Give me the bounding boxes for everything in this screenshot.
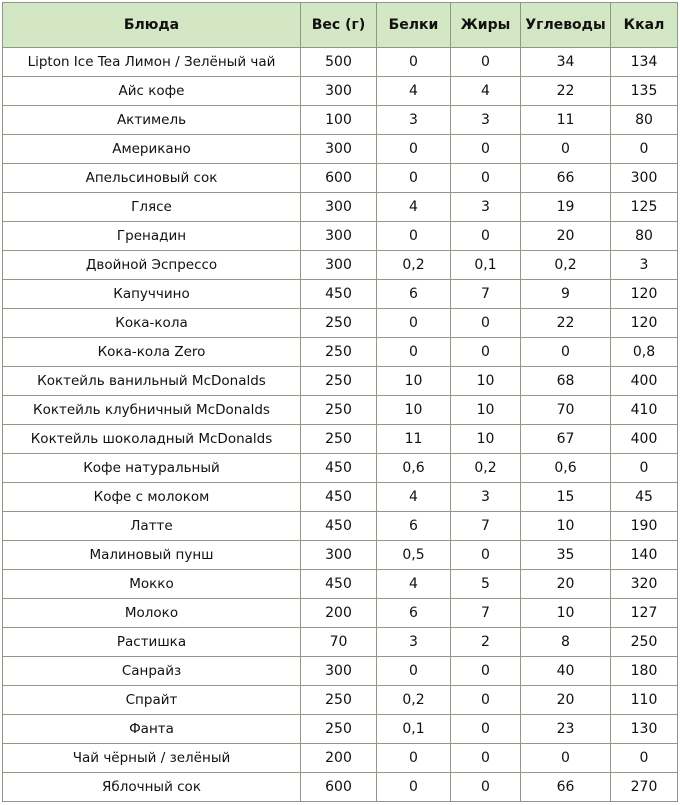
drinks-nutrition-table <box>2 2 678 802</box>
cell-fat: 0 <box>451 135 521 164</box>
cell-protein: 11 <box>377 425 451 454</box>
cell-protein: 0 <box>377 309 451 338</box>
cell-protein: 0 <box>377 164 451 193</box>
cell-kcal: 0 <box>611 454 678 483</box>
cell-fat: 0 <box>451 222 521 251</box>
cell-carbs: 22 <box>521 77 611 106</box>
cell-fat: 7 <box>451 280 521 309</box>
cell-weight: 300 <box>301 657 377 686</box>
cell-kcal: 0,8 <box>611 338 678 367</box>
table-row <box>3 48 678 77</box>
cell-dish: Кофе натуральный <box>3 454 301 483</box>
cell-fat: 0 <box>451 744 521 773</box>
cell-carbs: 8 <box>521 628 611 657</box>
table-row <box>3 135 678 164</box>
cell-carbs: 66 <box>521 164 611 193</box>
cell-dish: Гренадин <box>3 222 301 251</box>
cell-weight: 450 <box>301 454 377 483</box>
cell-kcal: 410 <box>611 396 678 425</box>
cell-carbs: 66 <box>521 773 611 802</box>
table-row <box>3 483 678 512</box>
cell-protein: 0 <box>377 338 451 367</box>
cell-weight: 600 <box>301 164 377 193</box>
cell-carbs: 22 <box>521 309 611 338</box>
table-row <box>3 541 678 570</box>
cell-fat: 10 <box>451 367 521 396</box>
cell-carbs: 70 <box>521 396 611 425</box>
table-row <box>3 251 678 280</box>
cell-protein: 4 <box>377 193 451 222</box>
cell-carbs: 20 <box>521 222 611 251</box>
cell-carbs: 34 <box>521 48 611 77</box>
table-row <box>3 686 678 715</box>
header-dish: Блюда <box>3 3 301 48</box>
table-row <box>3 106 678 135</box>
cell-kcal: 140 <box>611 541 678 570</box>
cell-kcal: 110 <box>611 686 678 715</box>
cell-weight: 500 <box>301 48 377 77</box>
cell-fat: 2 <box>451 628 521 657</box>
cell-dish: Коктейль шоколадный McDonalds <box>3 425 301 454</box>
cell-protein: 0 <box>377 48 451 77</box>
cell-kcal: 45 <box>611 483 678 512</box>
cell-weight: 250 <box>301 686 377 715</box>
cell-weight: 300 <box>301 193 377 222</box>
cell-weight: 300 <box>301 251 377 280</box>
cell-protein: 3 <box>377 628 451 657</box>
cell-kcal: 125 <box>611 193 678 222</box>
cell-dish: Молоко <box>3 599 301 628</box>
cell-carbs: 15 <box>521 483 611 512</box>
cell-kcal: 80 <box>611 222 678 251</box>
cell-fat: 5 <box>451 570 521 599</box>
table-row <box>3 367 678 396</box>
cell-kcal: 250 <box>611 628 678 657</box>
cell-kcal: 0 <box>611 744 678 773</box>
cell-protein: 10 <box>377 396 451 425</box>
cell-protein: 6 <box>377 512 451 541</box>
cell-carbs: 9 <box>521 280 611 309</box>
cell-dish: Айс кофе <box>3 77 301 106</box>
cell-kcal: 127 <box>611 599 678 628</box>
cell-protein: 0,2 <box>377 686 451 715</box>
cell-protein: 0 <box>377 222 451 251</box>
cell-carbs: 20 <box>521 686 611 715</box>
table-row <box>3 599 678 628</box>
cell-protein: 3 <box>377 106 451 135</box>
cell-fat: 0 <box>451 48 521 77</box>
cell-weight: 300 <box>301 222 377 251</box>
table-row <box>3 512 678 541</box>
cell-protein: 4 <box>377 570 451 599</box>
cell-carbs: 10 <box>521 599 611 628</box>
cell-carbs: 11 <box>521 106 611 135</box>
cell-fat: 0 <box>451 164 521 193</box>
cell-weight: 300 <box>301 135 377 164</box>
cell-fat: 10 <box>451 425 521 454</box>
cell-kcal: 135 <box>611 77 678 106</box>
cell-weight: 250 <box>301 396 377 425</box>
cell-dish: Кока-кола <box>3 309 301 338</box>
cell-weight: 450 <box>301 280 377 309</box>
cell-carbs: 67 <box>521 425 611 454</box>
header-kcal: Ккал <box>611 3 678 48</box>
cell-fat: 10 <box>451 396 521 425</box>
cell-protein: 0 <box>377 744 451 773</box>
cell-kcal: 400 <box>611 425 678 454</box>
table-header-row <box>3 3 678 48</box>
header-protein: Белки <box>377 3 451 48</box>
cell-fat: 4 <box>451 77 521 106</box>
cell-carbs: 35 <box>521 541 611 570</box>
cell-weight: 450 <box>301 512 377 541</box>
table-row <box>3 164 678 193</box>
table-row <box>3 570 678 599</box>
cell-protein: 10 <box>377 367 451 396</box>
table-row <box>3 425 678 454</box>
cell-weight: 250 <box>301 338 377 367</box>
cell-weight: 250 <box>301 715 377 744</box>
cell-carbs: 0,6 <box>521 454 611 483</box>
cell-fat: 7 <box>451 599 521 628</box>
cell-kcal: 320 <box>611 570 678 599</box>
cell-kcal: 400 <box>611 367 678 396</box>
cell-weight: 100 <box>301 106 377 135</box>
cell-dish: Капуччино <box>3 280 301 309</box>
table-row <box>3 193 678 222</box>
cell-protein: 0,1 <box>377 715 451 744</box>
table-row <box>3 773 678 802</box>
cell-fat: 0 <box>451 338 521 367</box>
cell-weight: 200 <box>301 599 377 628</box>
cell-carbs: 23 <box>521 715 611 744</box>
cell-kcal: 130 <box>611 715 678 744</box>
table-row <box>3 338 678 367</box>
cell-fat: 0 <box>451 309 521 338</box>
cell-fat: 3 <box>451 106 521 135</box>
cell-dish: Актимель <box>3 106 301 135</box>
cell-dish: Кофе с молоком <box>3 483 301 512</box>
cell-weight: 250 <box>301 309 377 338</box>
cell-kcal: 270 <box>611 773 678 802</box>
table-row <box>3 309 678 338</box>
cell-protein: 6 <box>377 280 451 309</box>
cell-kcal: 120 <box>611 309 678 338</box>
cell-fat: 0 <box>451 541 521 570</box>
cell-protein: 0 <box>377 135 451 164</box>
table-row <box>3 222 678 251</box>
cell-protein: 0,2 <box>377 251 451 280</box>
cell-weight: 450 <box>301 570 377 599</box>
table-row <box>3 657 678 686</box>
cell-weight: 300 <box>301 77 377 106</box>
table-row <box>3 454 678 483</box>
header-carbs: Углеводы <box>521 3 611 48</box>
cell-kcal: 120 <box>611 280 678 309</box>
cell-weight: 300 <box>301 541 377 570</box>
cell-fat: 0 <box>451 686 521 715</box>
cell-dish: Кока-кола Zero <box>3 338 301 367</box>
cell-protein: 0,6 <box>377 454 451 483</box>
cell-fat: 0 <box>451 715 521 744</box>
cell-dish: Апельсиновый сок <box>3 164 301 193</box>
cell-carbs: 40 <box>521 657 611 686</box>
cell-fat: 3 <box>451 483 521 512</box>
cell-fat: 0,2 <box>451 454 521 483</box>
cell-fat: 3 <box>451 193 521 222</box>
header-fat: Жиры <box>451 3 521 48</box>
cell-fat: 7 <box>451 512 521 541</box>
cell-dish: Фанта <box>3 715 301 744</box>
cell-dish: Коктейль ванильный McDonalds <box>3 367 301 396</box>
cell-protein: 0 <box>377 657 451 686</box>
cell-dish: Глясе <box>3 193 301 222</box>
cell-dish: Латте <box>3 512 301 541</box>
cell-carbs: 19 <box>521 193 611 222</box>
table-row <box>3 628 678 657</box>
cell-kcal: 180 <box>611 657 678 686</box>
cell-protein: 4 <box>377 77 451 106</box>
cell-weight: 200 <box>301 744 377 773</box>
cell-dish: Растишка <box>3 628 301 657</box>
cell-carbs: 0 <box>521 338 611 367</box>
cell-weight: 250 <box>301 367 377 396</box>
table-row <box>3 280 678 309</box>
cell-kcal: 190 <box>611 512 678 541</box>
cell-weight: 450 <box>301 483 377 512</box>
cell-dish: Санрайз <box>3 657 301 686</box>
cell-dish: Коктейль клубничный McDonalds <box>3 396 301 425</box>
cell-protein: 0,5 <box>377 541 451 570</box>
cell-dish: Спрайт <box>3 686 301 715</box>
cell-protein: 4 <box>377 483 451 512</box>
cell-kcal: 80 <box>611 106 678 135</box>
cell-carbs: 68 <box>521 367 611 396</box>
cell-dish: Чай чёрный / зелёный <box>3 744 301 773</box>
header-weight: Вес (г) <box>301 3 377 48</box>
table-row <box>3 77 678 106</box>
cell-weight: 70 <box>301 628 377 657</box>
cell-carbs: 0,2 <box>521 251 611 280</box>
cell-fat: 0 <box>451 773 521 802</box>
cell-dish: Американо <box>3 135 301 164</box>
cell-kcal: 134 <box>611 48 678 77</box>
cell-kcal: 3 <box>611 251 678 280</box>
cell-carbs: 20 <box>521 570 611 599</box>
table-row <box>3 715 678 744</box>
cell-dish: Мокко <box>3 570 301 599</box>
cell-protein: 6 <box>377 599 451 628</box>
cell-dish: Двойной Эспрессо <box>3 251 301 280</box>
cell-kcal: 300 <box>611 164 678 193</box>
cell-weight: 600 <box>301 773 377 802</box>
cell-fat: 0,1 <box>451 251 521 280</box>
cell-weight: 250 <box>301 425 377 454</box>
cell-protein: 0 <box>377 773 451 802</box>
cell-carbs: 0 <box>521 744 611 773</box>
cell-kcal: 0 <box>611 135 678 164</box>
cell-dish: Lipton Ice Tea Лимон / Зелёный чай <box>3 48 301 77</box>
cell-dish: Малиновый пунш <box>3 541 301 570</box>
cell-carbs: 0 <box>521 135 611 164</box>
table-body <box>3 48 678 802</box>
cell-fat: 0 <box>451 657 521 686</box>
table-row <box>3 396 678 425</box>
table-row <box>3 744 678 773</box>
cell-dish: Яблочный сок <box>3 773 301 802</box>
cell-carbs: 10 <box>521 512 611 541</box>
